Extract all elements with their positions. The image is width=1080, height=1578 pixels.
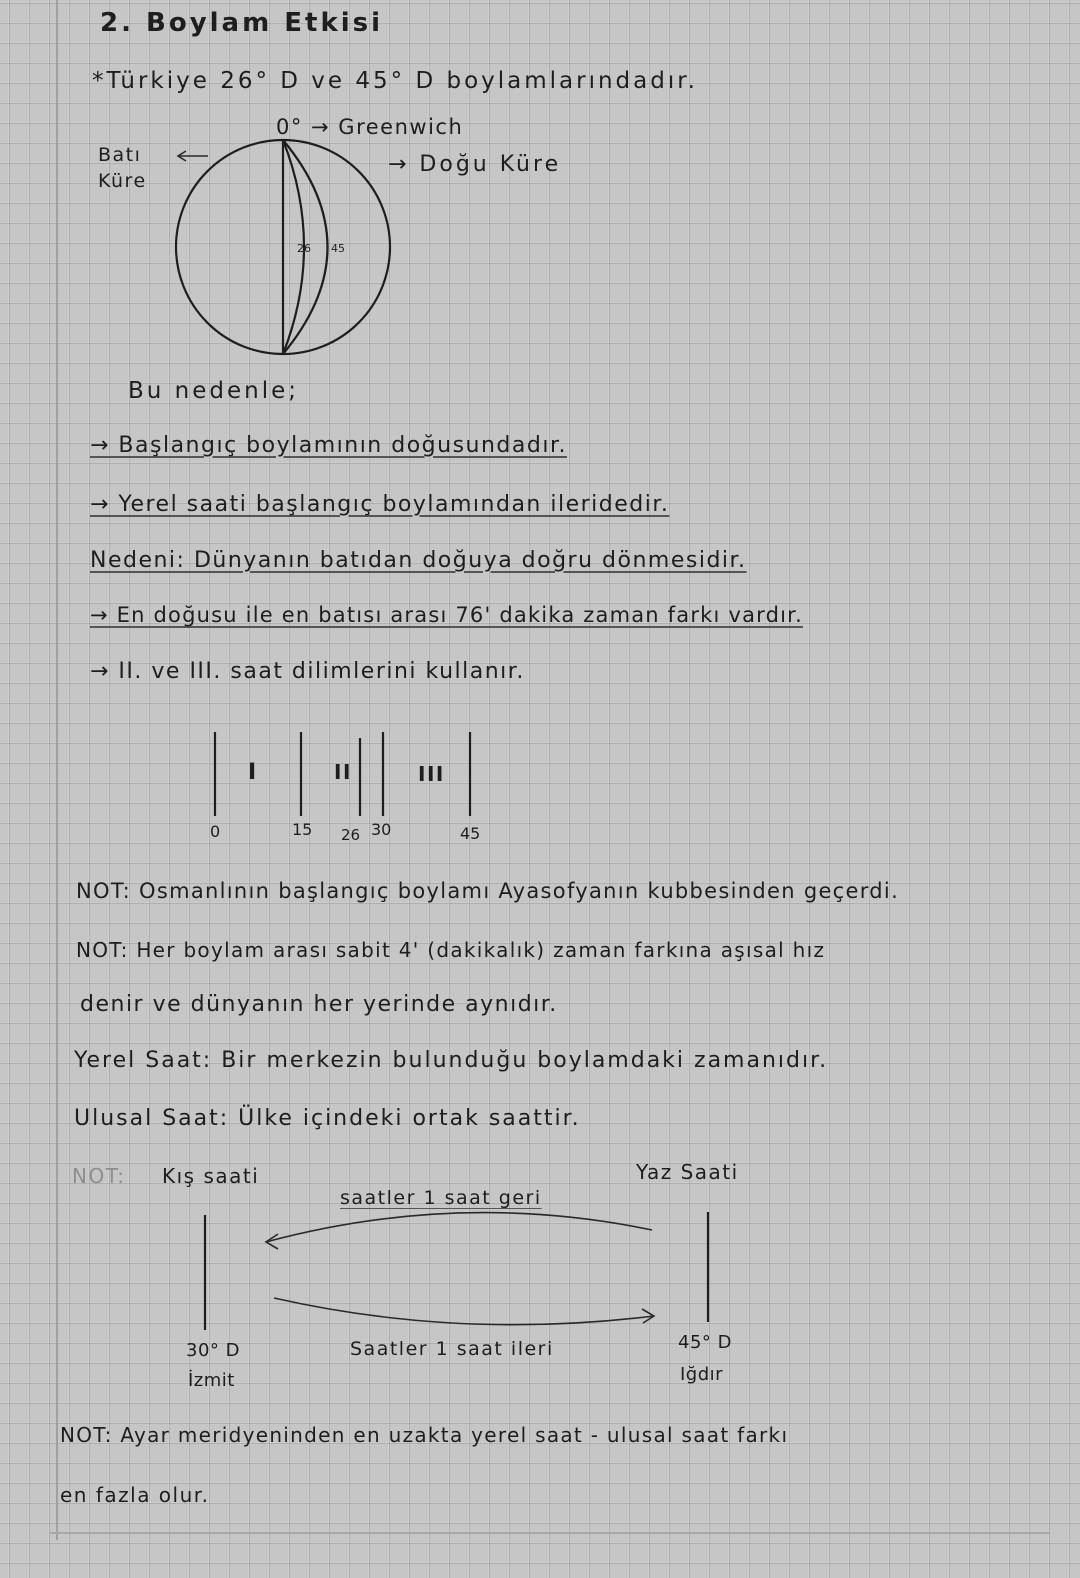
west-hemisphere-label: Batı Küre bbox=[98, 144, 147, 192]
winter-time-label: Kış saati bbox=[162, 1164, 260, 1188]
note-aci-hiz-cont: denir ve dünyanın her yerinde aynıdır. bbox=[80, 992, 558, 1017]
point-5: → II. ve III. saat dilimlerini kullanır. bbox=[90, 659, 525, 684]
summer-time-label: Yaz Saati bbox=[636, 1160, 739, 1184]
clocks-back-label: saatler 1 saat geri bbox=[340, 1187, 542, 1209]
zone-label-1: I bbox=[248, 760, 258, 785]
page-title: 2. Boylam Etkisi bbox=[100, 8, 384, 38]
izmit-degree: 30° D bbox=[186, 1340, 240, 1361]
tick-label-45: 45 bbox=[460, 824, 481, 843]
point-1: → Başlangıç boylamının doğusundadır. bbox=[90, 433, 567, 458]
ulusal-saat-definition: Ulusal Saat: Ülke içindeki ortak saattir. bbox=[74, 1106, 581, 1131]
note-osmanli: NOT: Osmanlının başlangıç boylamı Ayasofyanın kubbesinden geçerdi. bbox=[76, 879, 900, 903]
final-note-line-2: en fazla olur. bbox=[60, 1483, 210, 1507]
seasonal-note-label: NOT: bbox=[72, 1164, 126, 1188]
bu-nedenle-label: Bu nedenle; bbox=[128, 378, 300, 404]
point-2: → Yerel saati başlangıç boylamından ileridedir. bbox=[90, 492, 670, 517]
yerel-saat-definition: Yerel Saat: Bir merkezin bulunduğu boylamdaki zamanıdır. bbox=[74, 1048, 829, 1073]
meridian-26-label: 26 bbox=[297, 242, 311, 255]
east-hemisphere-label: → Doğu Küre bbox=[388, 152, 562, 177]
tick-label-30: 30 bbox=[371, 820, 392, 839]
tick-label-26: 26 bbox=[341, 826, 361, 844]
izmit-city: İzmit bbox=[188, 1370, 235, 1391]
igdir-city: Iğdır bbox=[680, 1364, 724, 1385]
note-aci-hiz: NOT: Her boylam arası sabit 4' (dakikalık) zaman farkına aşısal hız bbox=[76, 938, 826, 962]
zone-label-3: III bbox=[418, 762, 445, 786]
tick-label-0: 0 bbox=[210, 822, 221, 841]
final-note-line-1: NOT: Ayar meridyeninden en uzakta yerel saat - ulusal saat farkı bbox=[60, 1423, 789, 1447]
greenwich-label: 0° → Greenwich bbox=[276, 115, 464, 139]
zone-label-2: II bbox=[334, 760, 352, 784]
clocks-back-arrowhead bbox=[266, 1234, 278, 1249]
tick-label-15: 15 bbox=[292, 820, 313, 839]
meridian-45-label: 45 bbox=[331, 242, 345, 255]
clocks-back-arrow bbox=[266, 1213, 652, 1242]
clocks-forward-arrow bbox=[274, 1298, 654, 1325]
point-4: → En doğusu ile en batısı arası 76' dakika zaman farkı vardır. bbox=[90, 603, 803, 627]
point-3: Nedeni: Dünyanın batıdan doğuya doğru dönmesidir. bbox=[90, 548, 747, 573]
clocks-forward-label: Saatler 1 saat ileri bbox=[350, 1338, 554, 1360]
intro-line: *Türkiye 26° D ve 45° D boylamlarındadır. bbox=[92, 68, 698, 94]
igdir-degree: 45° D bbox=[678, 1332, 732, 1353]
